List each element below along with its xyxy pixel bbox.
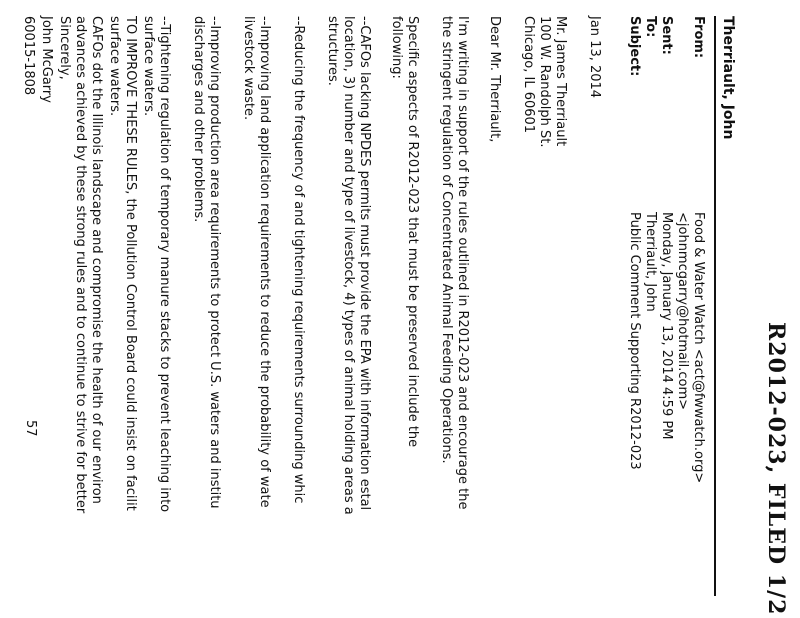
bullet-line: location, 3) number and type of livestock, 4) types of animal holding areas a [341, 16, 356, 515]
recipient-name-heading: Therriault, John [720, 16, 736, 140]
bullet-line: surface waters. [141, 16, 156, 117]
intro-line: the stringent regulation of Concentrated Animal Feeding Operations. [439, 16, 454, 464]
address-line: Mr. James Therriault [553, 16, 568, 147]
bullet-line: --Tightening regulation of temporary manure stacks to prevent leaching into [157, 16, 172, 513]
signoff: Sincerely, [57, 16, 72, 80]
address-line: Chicago, IL 60601 [521, 16, 536, 134]
to-label: To: [643, 16, 658, 38]
bullet-line: --CAFOs lacking NPDES permits must provide the EPA with information estal [357, 16, 372, 511]
bullet-line: --Reducing the frequency of and tightening requirements surrounding whic [291, 16, 306, 504]
signer-name: John McGarry [39, 16, 54, 103]
from-value: Food & Water Watch <act@fwwatch.org> [691, 212, 706, 484]
specific-line: following: [389, 16, 404, 79]
page-number: 57 [23, 420, 38, 437]
filed-stamp: R2012-023, FILED 1/2 [763, 322, 789, 616]
to-value: Therriault, John [643, 212, 658, 312]
salutation: Dear Mr. Therriault, [487, 16, 502, 143]
bullet-line: discharges and other problems. [191, 16, 206, 223]
sent-value: Monday, January 13, 2014 4:59 PM [659, 212, 674, 440]
letter-date: Jan 13, 2014 [587, 16, 602, 99]
bullet-line: --Improving production area requirements to protect U.S. waters and institu [207, 16, 222, 509]
address-line: 100 W. Randolph St. [537, 16, 552, 148]
from-label: From: [691, 16, 706, 59]
rules-paragraph-line: surface waters. [107, 16, 122, 117]
subject-value: Public Comment Supporting R2012-023 [627, 212, 642, 470]
from-value-email: <johnmcgarry@hotmail.com> [675, 212, 690, 411]
closing-paragraph-line: CAFOs dot the Illinois landscape and compromise the health of our environ [89, 16, 104, 504]
signer-zip: 60015-1808 [21, 16, 36, 96]
bullet-line: livestock waste. [241, 16, 256, 121]
specific-line: Specific aspects of R2012-023 that must be preserved include the [405, 16, 420, 448]
header-rule [714, 16, 716, 596]
bullet-line: --Improving land application requirements to reduce the probability of wate [257, 16, 272, 508]
sent-label: Sent: [659, 16, 674, 55]
rules-paragraph-line: TO IMPROVE THESE RULES, the Pollution Control Board could insist on facilit [123, 16, 138, 511]
closing-paragraph-line: advances achieved by these strong rules and to continue to strive for better [73, 16, 88, 514]
bullet-line: structures. [325, 16, 340, 86]
intro-line: I'm writing in support of the rules outlined in R2012-023 and encourage the [455, 16, 470, 510]
subject-label: Subject: [627, 16, 642, 77]
